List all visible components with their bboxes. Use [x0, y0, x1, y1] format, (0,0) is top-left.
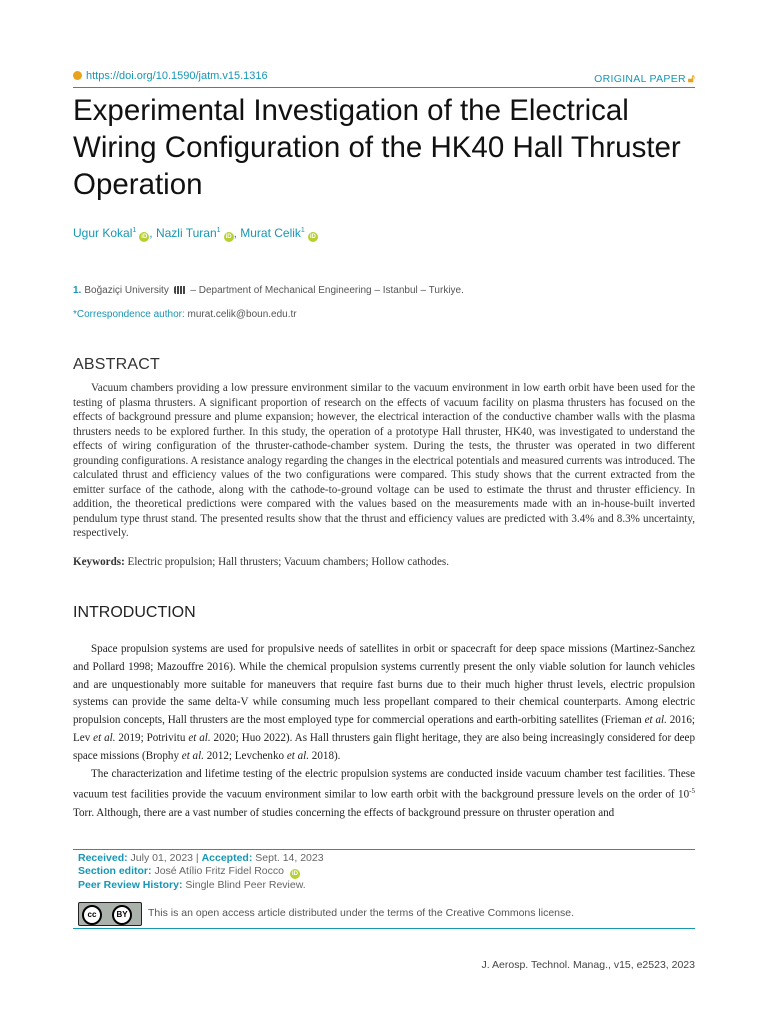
abstract-heading: ABSTRACT — [73, 356, 160, 373]
orcid-icon[interactable]: iD — [291, 870, 298, 877]
keywords-label: Keywords: — [73, 556, 125, 568]
review-label: Peer Review History: — [78, 878, 183, 891]
author-list: Ugur Kokal$^1$iD , Nazli Turan$^1$iD , Murat Celik$^1$iD — [73, 226, 316, 240]
introduction-heading: INTRODUCTION — [73, 604, 196, 621]
correspondence-label: *Correspondence author: — [73, 309, 185, 320]
affiliation-institution: Boğaziçi University — [84, 285, 169, 296]
correspondence — [73, 309, 297, 320]
keywords — [73, 556, 695, 568]
orcid-icon[interactable]: iD — [225, 234, 232, 240]
text-run: et al. — [181, 749, 204, 762]
text-run: Space propulsion systems are used for propulsive needs of satellites in orbit or spacecraft for deep space missions (Martinez-Sanchez and Pollard 1998; Mazouffre 2016). While the chemical propulsion systems currently present the only viable solution for launch vehicles and are unquestionably more suitable for maneuvers that require fast burns due to their much higher thrust levels, electric propulsion systems can provide the same delta-V while consuming much less propellant compared to their chemical counterparts. Among electric propulsion concepts, Hall thrusters are the most employed type for commercial operations and earth-orbiting satellites (Frieman — [73, 643, 695, 727]
editor-label: Section editor: — [78, 864, 152, 877]
text-run: 2019; Potrivitu — [115, 731, 189, 744]
header-rule — [73, 87, 695, 88]
creative-commons-badge[interactable] — [78, 902, 142, 926]
open-access-icon: 🔓︎ — [687, 73, 695, 85]
author-name[interactable]: Murat Celik — [240, 226, 301, 240]
affiliation — [73, 285, 464, 296]
review-line — [78, 879, 324, 892]
affiliation-department: – Department of Mechanical Engineering – Istanbul – Turkiye. — [190, 285, 464, 296]
page-title: Experimental Investigation of the Electrical Wiring Configuration of the HK40 Hall Thruster Operation — [73, 94, 681, 201]
keywords-text: Electric propulsion; Hall thrusters; Vacuum chambers; Hollow cathodes. — [127, 556, 449, 568]
doi-link[interactable] — [73, 70, 268, 82]
by-icon: BY — [112, 905, 132, 925]
separator: | — [195, 852, 199, 864]
article-type-label: ORIGINAL PAPER — [594, 73, 686, 85]
author-sup: 1 — [132, 227, 137, 234]
license-text: This is an open access article distributed under the terms of the Creative Commons license. — [148, 907, 575, 919]
text-run: Torr. Although, there are a vast number of studies concerning the effects of background pressure on thruster operation and — [73, 806, 615, 819]
introduction-body — [73, 641, 695, 823]
correspondence-email[interactable]: murat.celik@boun.edu.tr — [187, 309, 297, 320]
license-rule — [73, 928, 695, 929]
review-type: Single Blind Peer Review. — [185, 878, 306, 891]
meta-rule — [73, 849, 695, 850]
article-type — [594, 73, 695, 86]
introduction-paragraph — [73, 766, 695, 823]
received-date: July 01, 2023 — [130, 852, 193, 864]
author-sup: 1 — [300, 227, 305, 234]
accepted-label: Accepted: — [201, 852, 253, 864]
abstract-text: Vacuum chambers providing a low pressure environment similar to the vacuum environment in low earth orbit have been used for the testing of plasma thrusters. A significant proportion of research on the effects of vacuum facility on plasma thrusters has focused on the effects of background pressure and plume expansion; however, the electrical interaction of the conductive chamber walls with the plasma thrusters needs to be explored further. In this study, the operation of a prototype Hall thruster, HK40, was investigated to understand the effects of wiring configuration of the thruster-cathode-chamber system. During the tests, the thruster was operated in two different grounding configurations. A resistance analogy regarding the changes in the electrical potentials and measured currents was introduced. The calculated thrust and efficiency values of the two configurations were compared. This study shows that the current extracted from the emitter surface of the cathode, along with the cathode-to-ground voltage can be used to estimate the thrust and thruster efficiency. In addition, the theoretical predictions were compared with the values based on the measurements made with an in-house-built inverted pendulum type thrust stand. The presented results show that the thrust and efficiency values are predicted with 3.4% and 8.3% uncertainty, respectively. — [73, 382, 695, 539]
text-run: et al. — [93, 731, 116, 744]
editor-name: José Atílio Fritz Fidel Rocco — [154, 864, 284, 877]
cc-icon: cc — [82, 905, 102, 925]
article-meta — [78, 852, 324, 891]
ror-icon[interactable] — [174, 286, 186, 294]
text-run: 2012; Levchenko — [203, 749, 287, 762]
doi-text: https://doi.org/10.1590/jatm.v15.1316 — [86, 70, 268, 82]
affiliation-number: 1. — [73, 285, 82, 296]
doi-row — [73, 68, 695, 88]
text-run: 2016; Lev — [73, 714, 696, 744]
text-run: The characterization and lifetime testing of the electric propulsion systems are conducted inside vacuum chamber test facilities. These vacuum test facilities provide the vacuum environment similar to low earth orbit with the background pressure levels on the order of 10 — [73, 767, 695, 802]
editor-line — [78, 865, 324, 879]
received-label: Received: — [78, 852, 128, 864]
orcid-icon[interactable]: iD — [309, 234, 316, 240]
accepted-date: Sept. 14, 2023 — [255, 852, 324, 864]
dates-line — [78, 852, 324, 865]
author-name[interactable]: Ugur Kokal — [73, 226, 133, 240]
text-run: 2018). — [309, 749, 341, 762]
text-run: 2020; Huo 2022). As Hall thrusters gain flight heritage, they are also being increasingly considered for deep space missions (Brophy — [73, 731, 696, 762]
text-run: et al. — [644, 714, 667, 727]
text-run: et al. — [286, 749, 310, 762]
journal-citation: J. Aerosp. Technol. Manag., v15, e2523, 2023 — [481, 959, 695, 971]
introduction-paragraph — [73, 641, 695, 766]
doi-icon — [73, 71, 82, 80]
text-run: -5 — [689, 787, 695, 796]
orcid-icon[interactable]: iD — [141, 234, 148, 240]
author-name[interactable]: Nazli Turan — [155, 226, 217, 240]
text-run: et al. — [188, 731, 211, 744]
author-sup: 1 — [216, 227, 221, 234]
